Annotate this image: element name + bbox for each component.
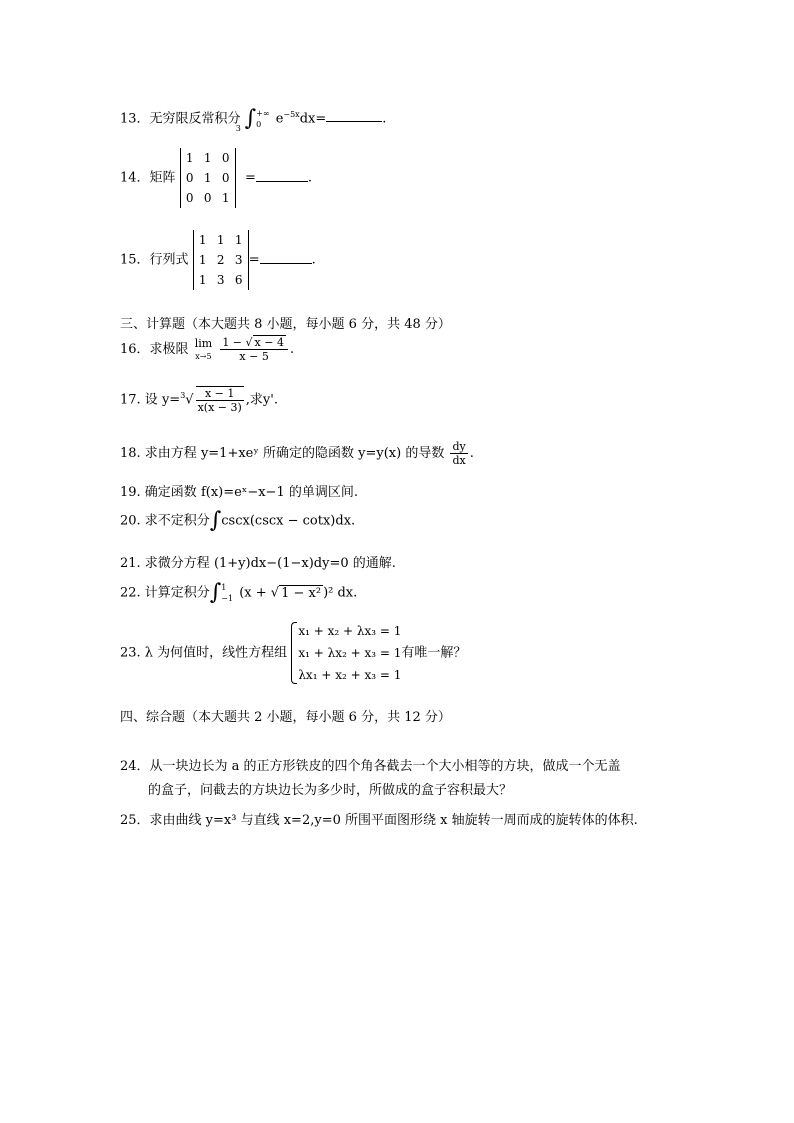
integral-sign: ∫ — [244, 105, 257, 131]
question-13: 13．无穷限反常积分 ∫+∞ 0 $e^{-5x}dx=$ . — [120, 105, 387, 131]
section-4-heading: 四、综合题（本大题共 2 小题，每小题 6 分，共 12 分） — [120, 710, 451, 725]
fraction: $\frac{x - 1}{x(x - 3)}$ — [197, 387, 242, 414]
integral-sign: ∫ — [209, 580, 222, 605]
determinant: 1 1 1 1 2 3 1 3 6 — [193, 230, 249, 290]
question-21: 21. 求微分方程 (1+y)dx−(1−x)dy=0 的通解. — [120, 556, 396, 571]
question-23: 23. λ 为何值时，线性方程组 x₁ + x₂ + λx₃ = 1 x₁ + λx₂ + x₃ = 1 λx₁ + x₂ + x₃ = 1有唯一解？ — [120, 620, 466, 686]
answer-blank — [256, 169, 308, 182]
question-24-line2: 的盒子，问截去的方块边长为多少时，所做成的盒子容积最大？ — [148, 783, 513, 798]
question-16: 16．求极限 lim x→5 $\frac{1 - √ x - 4}{x - 5}$ . — [120, 336, 295, 363]
question-25: 25．求由曲线 y=x³ 与直线 x=2,y=0 所围平面图形绕 x 轴旋转一周而成的旋转体的体积. — [120, 813, 638, 828]
question-15: 15．行列式 1 1 1 1 2 3 1 3 6 = . — [120, 230, 316, 290]
equation-system: x₁ + x₂ + λx₃ = 1 x₁ + λx₂ + x₃ = 1 λx₁ + x₂ + x₃ = 1 — [291, 620, 401, 686]
answer-blank — [260, 251, 312, 264]
question-17: 17. 设 y=$^3$√ $\frac{x - 1}{x(x - 3)}$ ,求y'. — [120, 387, 278, 414]
integral-sign: ∫ — [209, 508, 222, 533]
question-18: 18. 求由方程 y=1+xeʸ 所确定的隐函数 y=y(x) 的导数 $\frac{dy}{dx}$ . — [120, 440, 474, 467]
section-3-heading: 三、计算题（本大题共 8 小题，每小题 6 分，共 48 分） — [120, 317, 451, 332]
question-22: 22. 计算定积分∫1 −1 (x + √ 1 − x² )² dx. — [120, 580, 358, 605]
question-14: 14．矩阵 1 1 0 0 1 0 0 0 1 $^3$ = . — [120, 148, 312, 208]
fraction: $\frac{1 - √ x - 4}{x - 5}$ — [220, 336, 288, 363]
brace — [291, 622, 297, 684]
fraction: $\frac{dy}{dx}$ — [452, 440, 466, 467]
question-20: 20. 求不定积分∫cscx(cscx − cotx)dx. — [120, 508, 356, 533]
matrix: 1 1 0 0 1 0 0 0 1 — [180, 148, 236, 208]
question-24-line1: 24．从一块边长为 a 的正方形铁皮的四个角各截去一个大小相等的方块，做成一个无盖 — [120, 759, 621, 774]
answer-blank — [326, 109, 382, 122]
question-19: 19. 确定函数 f(x)=eˣ−x−1 的单调区间. — [120, 485, 358, 500]
